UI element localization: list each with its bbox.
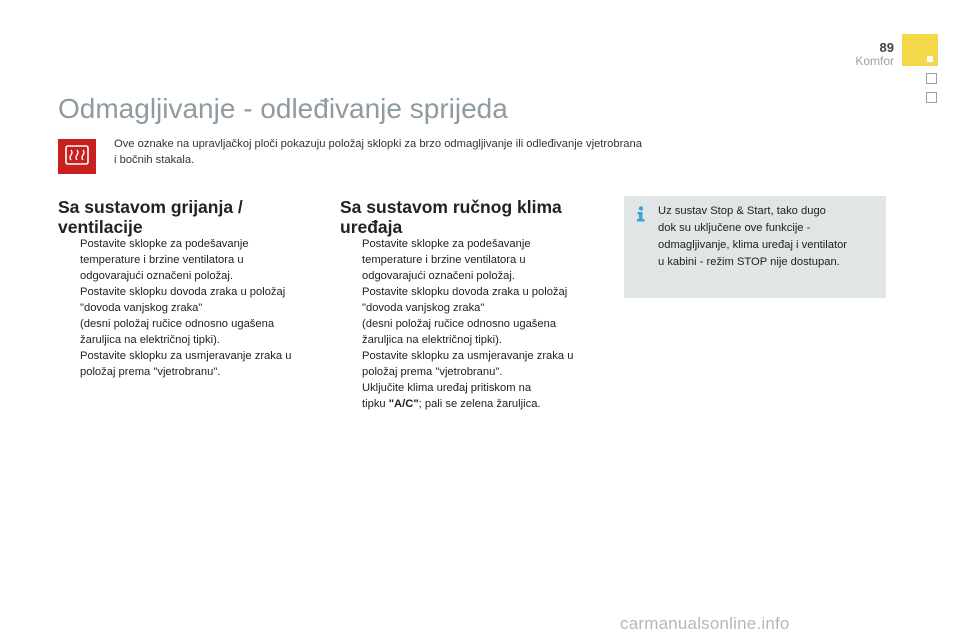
info-note-box [624, 196, 886, 298]
tab-marker-icon [927, 56, 933, 62]
info-note-text: Uz sustav Stop & Start, tako dugo dok su uključene ove funkcije - odmagljivanje, klima uređaj i ventilator u kabini - režim STOP nije dostupan. [658, 205, 848, 268]
list-item: Uključite klima uređaj pritiskom na tipku "A/C"; pali se zelena žaruljica. [362, 382, 541, 410]
list-item: Postavite sklopku dovoda zraka u položaj "dovoda vanjskog zraka" (desni položaj ručice odnosno ugašena žaruljica na električnoj tipki). [80, 286, 286, 346]
ac-button-label: "A/C" [388, 398, 419, 410]
list-item: Postavite sklopke za podešavanje temperature i brzine ventilatora u odgovarajući označeni položaj. [362, 238, 531, 282]
intro-text: Ove oznake na upravljačkoj ploči pokazuju položaj sklopki za brzo odmagljivanje ili odleđivanje vjetrobrana i bočnih stakala. [114, 138, 642, 166]
list-item: Postavite sklopku dovoda zraka u položaj "dovoda vanjskog zraka" (desni položaj ručice odnosno ugašena žaruljica na električnoj tipki). [362, 286, 568, 346]
heading-heating-ventilation: Sa sustavom grijanja / ventilacije [58, 197, 243, 237]
heading-manual-air-conditioning: Sa sustavom ručnog klima uređaja [340, 197, 562, 237]
watermark: carmanualsonline.info [620, 614, 790, 633]
section-name: Komfor [855, 54, 894, 68]
page-number: 89 [879, 40, 894, 55]
heating-steps-list [58, 236, 328, 380]
chapter-tab-active[interactable] [902, 34, 938, 66]
list-item: Postavite sklopku za usmjeravanje zraka u položaj prema "vjetrobranu". [362, 350, 574, 378]
air-conditioning-steps-list [340, 236, 610, 412]
rear-window-defrost-icon [58, 139, 96, 174]
list-item: Postavite sklopku za usmjeravanje zraka u položaj prema "vjetrobranu". [80, 350, 292, 378]
info-icon [632, 204, 650, 222]
page-title: Odmagljivanje - odleđivanje sprijeda [58, 93, 508, 124]
chapter-tab[interactable] [926, 73, 937, 84]
chapter-tab[interactable] [926, 92, 937, 103]
list-item: Postavite sklopke za podešavanje temperature i brzine ventilatora u odgovarajući označeni položaj. [80, 238, 249, 282]
